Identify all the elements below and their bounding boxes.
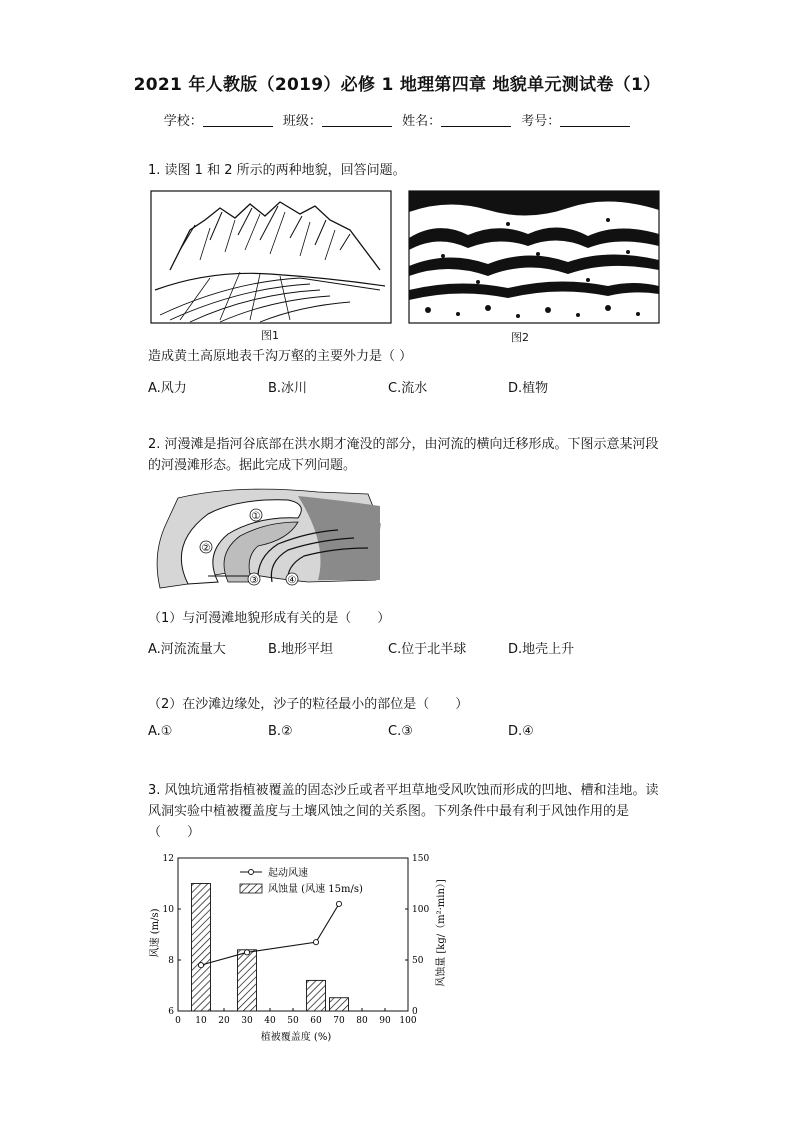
bar-wind-erosion bbox=[307, 980, 326, 1011]
id-blank[interactable] bbox=[560, 114, 630, 127]
class-label: 班级： bbox=[282, 114, 322, 129]
line-start-wind-speed bbox=[201, 904, 339, 965]
chart-y-left-label: 风速 (m/s) bbox=[150, 908, 161, 958]
q2-sub1: （1）与河漫滩地貌形成有关的是（ ） bbox=[148, 611, 391, 626]
q1-question: 造成黄土高原地表千沟万壑的主要外力是（ ） bbox=[148, 349, 413, 364]
point-start-wind-speed bbox=[244, 950, 249, 955]
point-start-wind-speed bbox=[313, 940, 318, 945]
x-tick-label: 80 bbox=[356, 1016, 368, 1026]
point-start-wind-speed bbox=[198, 963, 203, 968]
chart-y-right-label: 风蚀量 [kg/（m²·min）] bbox=[436, 879, 447, 987]
q2-sub2-option-c[interactable]: C.③ bbox=[388, 724, 413, 739]
x-tick-label: 50 bbox=[287, 1016, 299, 1026]
q1-option-c[interactable]: C.流水 bbox=[388, 381, 428, 396]
y-right-tick-label: 50 bbox=[412, 956, 424, 966]
legend-bar-label: 风蚀量 (风速 15m/s) bbox=[268, 884, 363, 895]
bar-wind-erosion bbox=[330, 998, 349, 1011]
student-info-line bbox=[0, 110, 794, 129]
q1-stem: 1. 读图 1 和 2 所示的两种地貌，回答问题。 bbox=[148, 163, 406, 178]
chart-frame bbox=[178, 858, 408, 1011]
class-blank[interactable] bbox=[322, 114, 392, 127]
x-tick-label: 30 bbox=[241, 1016, 253, 1026]
legend-line-label: 起动风速 bbox=[268, 868, 308, 879]
fig1-caption: 图1 bbox=[261, 329, 279, 342]
page-title: 2021 年人教版（2019）必修 1 地理第四章 地貌单元测试卷（1） bbox=[133, 75, 661, 95]
x-tick-label: 40 bbox=[264, 1016, 276, 1026]
q2-stem: 2. 河漫滩是指河谷底部在洪水期才淹没的部分，由河流的横向迁移形成。下图示意某河段的河漫滩形态。据此完成下列问题。 bbox=[148, 437, 659, 473]
q2-floodplain-illustration bbox=[148, 484, 384, 590]
chart-legend bbox=[240, 866, 363, 895]
q2-sub2-options bbox=[148, 724, 668, 744]
point-start-wind-speed bbox=[336, 901, 341, 906]
q2-fig-label-4: ④ bbox=[287, 575, 297, 586]
q2-sub1-option-a[interactable]: A.河流流量大 bbox=[148, 642, 226, 657]
fig2-dune-illustration bbox=[408, 190, 660, 324]
y-right-tick-label: 0 bbox=[412, 1007, 418, 1017]
chart-x-label: 植被覆盖度 (%) bbox=[260, 1032, 332, 1043]
y-left-tick-label: 6 bbox=[168, 1007, 174, 1017]
q2-sub2: （2）在沙滩边缘处，沙子的粒径最小的部位是（ ） bbox=[148, 697, 469, 712]
q2-sub1-options bbox=[148, 638, 668, 658]
id-label: 考号： bbox=[521, 114, 561, 129]
x-tick-label: 70 bbox=[333, 1016, 345, 1026]
school-blank[interactable] bbox=[203, 114, 273, 127]
q2-sub1-option-c[interactable]: C.位于北半球 bbox=[388, 642, 467, 657]
y-left-tick-label: 10 bbox=[162, 905, 174, 915]
q2-fig-label-3: ③ bbox=[249, 575, 259, 586]
x-tick-label: 100 bbox=[399, 1016, 417, 1026]
q1-options bbox=[148, 377, 668, 397]
school-label: 学校： bbox=[163, 114, 203, 129]
q1-option-a[interactable]: A.风力 bbox=[148, 381, 187, 396]
q2-sub2-option-d[interactable]: D.④ bbox=[508, 724, 534, 739]
x-tick-label: 10 bbox=[195, 1016, 207, 1026]
q2-sub2-option-a[interactable]: A.① bbox=[148, 724, 173, 739]
q2-sub1-option-b[interactable]: B.地形平坦 bbox=[268, 642, 334, 657]
fig1-loess-illustration bbox=[150, 190, 392, 324]
name-label: 姓名： bbox=[402, 114, 442, 129]
q3-stem: 3. 风蚀坑通常指植被覆盖的固态沙丘或者平坦草地受风吹蚀而形成的凹地、槽和洼地。读风洞实验中植被覆盖度与土壤风蚀之间的关系图。下列条件中最有利于风蚀作用的是（ ） bbox=[148, 783, 659, 840]
y-left-tick-label: 12 bbox=[162, 854, 174, 864]
q1-option-d[interactable]: D.植物 bbox=[508, 381, 549, 396]
y-right-tick-label: 150 bbox=[412, 854, 430, 864]
x-tick-label: 90 bbox=[379, 1016, 391, 1026]
legend-bar-marker bbox=[240, 884, 262, 893]
q2-fig-label-1: ① bbox=[251, 511, 261, 522]
legend-point-marker bbox=[249, 870, 254, 875]
fig2-caption: 图2 bbox=[511, 331, 529, 344]
q2-fig-label-2: ② bbox=[201, 543, 211, 554]
x-tick-label: 0 bbox=[175, 1016, 181, 1026]
bar-wind-erosion bbox=[192, 884, 211, 1012]
q2-sub1-option-d[interactable]: D.地壳上升 bbox=[508, 642, 575, 657]
x-tick-label: 60 bbox=[310, 1016, 322, 1026]
y-right-tick-label: 100 bbox=[412, 905, 430, 915]
q3-wind-erosion-chart bbox=[146, 846, 456, 1046]
y-left-tick-label: 8 bbox=[168, 956, 174, 966]
bar-wind-erosion bbox=[238, 950, 257, 1011]
q1-option-b[interactable]: B.冰川 bbox=[268, 381, 308, 396]
name-blank[interactable] bbox=[441, 114, 511, 127]
q2-sub2-option-b[interactable]: B.② bbox=[268, 724, 293, 739]
x-tick-label: 20 bbox=[218, 1016, 230, 1026]
